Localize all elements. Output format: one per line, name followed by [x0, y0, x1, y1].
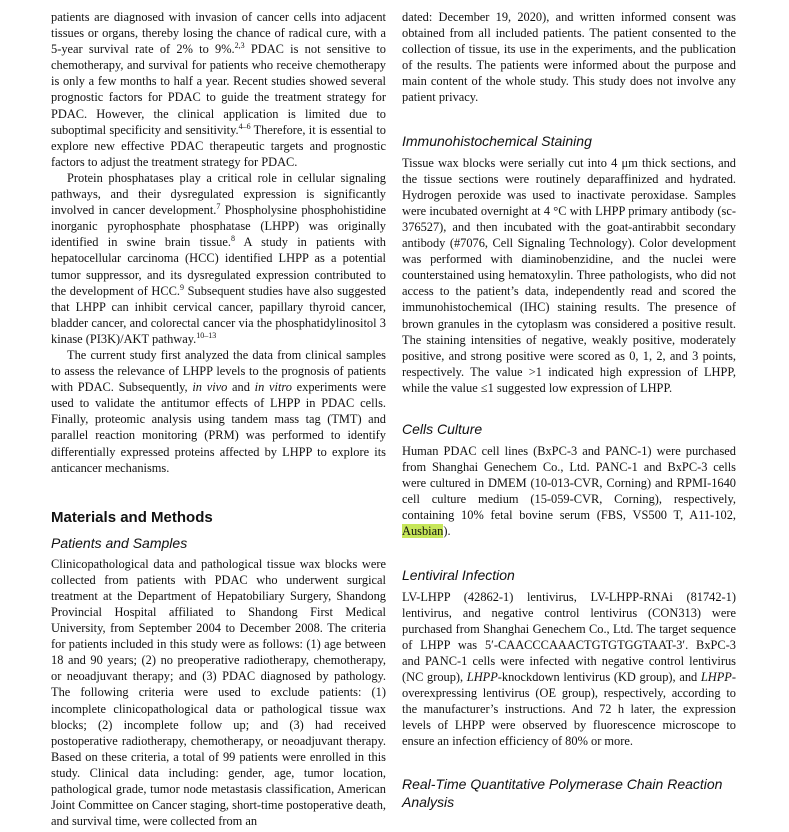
citation: 2,3 [234, 41, 245, 51]
consent-paragraph: dated: December 19, 2020), and written informed consent was obtained from all included patients. The patient consented to the collection of tissue, its use in the experiments, and the publication of the results. The patients were informed about the purpose and main content of the whole study. This study does not involve any patient privacy. [402, 10, 736, 105]
intro-paragraph-3: The current study first analyzed the data from clinical samples to assess the relevance of LHPP levels to the prognosis of patients with PDAC. Subsequently, in vivo and in vitro experiments were used to validate the antitumor effects of LHPP in PDAC cells. Finally, proteomic analysis using tandem mass tag (TMT) and parallel reaction monitoring (PRM) was performed to identify differentially expressed proteins affected by LHPP to explore its anticancer mechanisms. [51, 347, 386, 475]
cells-paragraph: Human PDAC cell lines (BxPC-3 and PANC-1) were purchased from Shanghai Genechem Co., Ltd. PANC-1 and BxPC-3 cells were cultured in DMEM (10-013-CVR, Corning) and RPMI-1640 cell culture medium (15-059-CVR, Corning), respectively, containing 10% fetal bovine serum (FBS, VS500 T, A11-102, Ausbian). [402, 443, 736, 539]
subheading-lentiviral-infection: Lentiviral Infection [402, 566, 515, 583]
highlighted-text: Ausbian [402, 524, 444, 539]
lentiviral-paragraph: LV-LHPP (42862-1) lentivirus, LV-LHPP-RNAi (81742-1) lentivirus, and negative control lentivirus (CON313) were purchased from Shanghai Genechem Co., Ltd. The target sequence of LHPP was 5′-CAACCCAAACTGTGTGGTAAT-3′. BxPC-3 and PANC-1 cells were infected with negative control lentivirus (NC group), LHPP-knockdown lentivirus (KD group), and LHPP-overexpressing lentivirus (OE group), respectively, according to the manufacturer’s instructions. And 72 h later, the expression levels of LHPP were observed by fluorescence microscope to ensure an infection efficiency of 80% or more. [402, 589, 736, 749]
patients-paragraph: Clinicopathological data and pathological tissue wax blocks were collected from patients with PDAC who underwent surgical treatment at the Department of Hepatobiliary Surgery, Shandong Provincial Hospital affiliated to Shandong First Medical University, from September 2004 to December 2008. The criteria for patients included in this study were as follows: (1) age between 18 and 90 years; (2) no preoperative radiotherapy, chemotherapy, or neoadjuvant therapy; and (3) PDAC diagnosed by pathology. The following criteria were used to exclude patients: (1) incomplete clinicopathological data or pathological tissue wax blocks; (2) incomplete follow up; and (3) had received postoperative radiotherapy, chemotherapy, or neoadjuvant therapy. Based on these criteria, a total of 99 patients were enrolled in this study. Clinical data including: gender, age, tumor location, pathological grade, tumor node metastasis classification, American Joint Committee on Cancer staging, short-time postoperative death, and survival time, were collected from an [51, 556, 386, 829]
section-heading-materials-methods: Materials and Methods [51, 508, 213, 526]
left-column [51, 9, 386, 829]
citation: 8 [230, 234, 235, 244]
intro-paragraph-2: Protein phosphatases play a critical role in cellular signaling pathways, and their dysregulated expression is significantly involved in cancer development.$^7$ Phospholysine phosphohistidine inorganic pyrophosphate phosphatase (LHPP) was originally identified in swine brain tissue.$^8$ A study in patients with hepatocellular carcinoma (HCC) identified LHPP as a potential tumor suppressor, and its dysregulated expression contributed to the development of HCC.$^9$ Subsequent studies have also suggested that LHPP can inhibit cervical cancer, papillary thyroid cancer, bladder cancer, and colorectal cancer via the phosphatidylinositol 3 kinase (PI3K)/AKT pathway.$^{10-13}$ [51, 170, 387, 346]
subheading-cells-culture: Cells Culture [402, 420, 483, 437]
right-column [402, 9, 736, 811]
ihc-paragraph: Tissue wax blocks were serially cut into 4 μm thick sections, and the tissue sections were routinely deparaffinized and hydrated. Hydrogen peroxide was used to inactivate peroxidase. Samples were incubated overnight at 4 °C with LHPP primary antibody (sc-376527), and then incubated with the goat-antirabbit secondary antibody (#7076, Cell Signaling Technology). Color development was performed with diaminobenzidine, and the nuclei were counterstained using hematoxylin. Three pathologists, who did not access to the patient’s data, independently read and scored the immunohistochemical (IHC) staining results. The presence of brown granules in the cytoplasm was considered a positive result. The staining intensities of negative, weakly positive, moderately positive, and strong positive were scored as 0, 1, 2, and 3 points, respectively. The value >1 indicated high expression of LHPP, while the value ≤1 suggested low expression of LHPP. [402, 155, 736, 395]
subheading-ihc-staining: Immunohistochemical Staining [402, 132, 592, 149]
citation: 7 [216, 202, 221, 212]
citation: 10–13 [196, 330, 217, 340]
citation: 9 [179, 282, 184, 292]
subheading-qpcr-analysis: Real-Time Quantitative Polymerase Chain Reaction Analysis [402, 776, 723, 811]
subheading-patients-samples: Patients and Samples [51, 534, 188, 551]
citation: 4–6 [238, 121, 251, 131]
intro-paragraph-1: patients are diagnosed with invasion of cancer cells into adjacent tissues or organs, thereby losing the chance of radical cure, with a 5-year survival rate of 2% to 9%.$^{2,3}$ PDAC is not sensitive to chemotherapy, and survival for patients who receive chemotherapy is only a few months to half a year. Recent studies showed several prognostic factors for PDAC to guide the treatment strategy for PDAC. However, the clinical application is limited due to suboptimal specificity and sensitivity.$^{4-6}$ Therefore, it is essential to explore new effective PDAC therapeutic targets and prognostic factors to adjust the treatment strategy for PDAC. [51, 10, 386, 169]
